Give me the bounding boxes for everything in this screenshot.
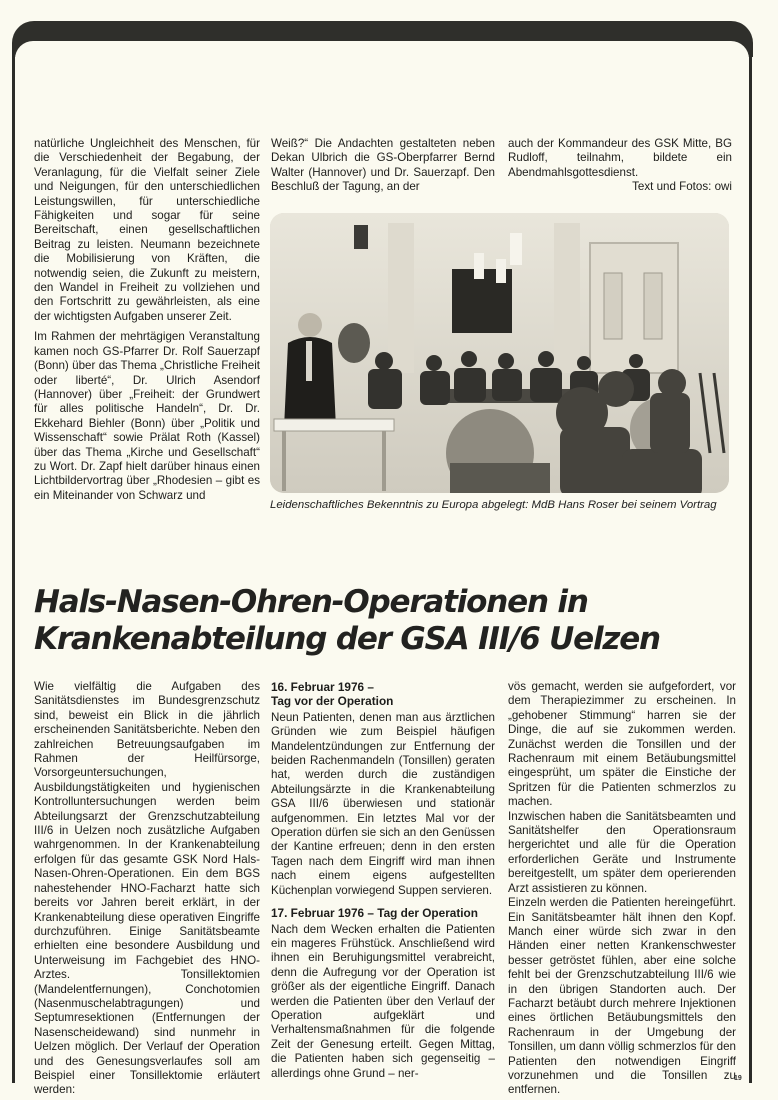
article-photo <box>270 213 729 493</box>
article-paragraph: vös gemacht, werden sie aufgefordert, vor dem Therapiezimmer zu erscheinen. In „gehobener Stimmung“ harren sie der Dinge, die auf sie zukommen werden. Zunächst werden die Tonsillen und der Rachenraum mit einem Betäubungsmittel eingesprüht, um später die Einstiche der Spritzen für die Patienten schmerzlos zu machen. <box>508 680 736 809</box>
page-frame-left-rule <box>12 50 15 1083</box>
page-number: 19 <box>734 1075 742 1082</box>
article-column-3 <box>508 680 736 1098</box>
article-headline <box>34 584 754 658</box>
page-frame-inner <box>15 41 749 71</box>
meeting-hall-photo-illustration <box>270 213 729 493</box>
article-column-1 <box>34 680 260 1098</box>
prev-article-column-3 <box>508 137 732 195</box>
section-body-day-before: Neun Patienten, denen man aus ärztlichen Gründen wie zum Beispiel häufigen Mandelentzündungen zur Entfernung der beiden Rachenmandeln (Tonsillen) geraten hat, werden durch die zuständigen Abteilungsärzte in die Krankenabteilung GSA III/6 überwiesen und stationär aufgenommen. Ein letztes Mal vor der Operation dürfen sie sich an den Genüssen der Kantine erfreuen; denn in den ersten Tagen nach dem Eingriff wird man ihnen nach einem eigens aufgestellten Küchenplan vorwiegend Suppen servieren. <box>271 710 495 897</box>
photo-caption: Leidenschaftliches Bekenntnis zu Europa abgelegt: MdB Hans Roser bei seinem Vortrag <box>270 499 717 511</box>
prev-article-paragraph: Im Rahmen der mehrtägigen Veranstaltung kamen noch GS-Pfarrer Dr. Rolf Sauerzapf (Bonn) über das Thema „Christliche Freiheit oder liberté“, Dr. Ulrich Asendorf (Hannover) über „Freiheit: der Grundwert für alles politische Handeln“, Dr. Dr. Ekkehard Biehler (Bonn) über „Politik und Wissenschaft“ sowie Prälat Roth (Kassel) über das Thema „Kirche und Gesellschaft“ zu Wort. Dr. Zapf hielt darüber hinaus einen Lichtbildervortrag über „Rhodesien – gibt es ein Miteinander von Schwarz und <box>34 330 260 502</box>
prev-article-paragraph: natürliche Ungleichheit des Menschen, für die Verschiedenheit der Begabung, der Veranlagung, für die Vielfalt seiner Ziele und Neigungen, für den unterschiedlichen Leistungswillen, für unterschiedliche Fähigkeiten und sogar für seine Bereitschaft, einen gesellschaftlichen Beitrag zu leisten. Neumann bezeichnete die Mobilisierung von Kräften, die notwendig seien, die Zukunft zu meistern, den Wandel in Freiheit zu vollziehen und den Fortschritt zu gewährleisten, als eine der wichtigsten Aufgaben unserer Zeit. <box>34 137 260 323</box>
page-frame-right-rule <box>749 50 752 1083</box>
prev-article-paragraph: auch der Kommandeur des GSK Mitte, BG Rudloff, teilnahm, bildete ein Abendmahlsgottesdienst. <box>508 137 732 179</box>
headline-line-1: Hals-Nasen-Ohren-Operationen in <box>34 584 588 620</box>
section-heading-day-of: 17. Februar 1976 – Tag der Operation <box>271 906 478 921</box>
section-heading-day-before <box>271 680 495 709</box>
article-paragraph: Einzeln werden die Patienten hereingeführt. Ein Sanitätsbeamter hält ihnen den Kopf. Manch einer würde sich zwar in den Händen einer netten Krankenschwester besser getröstet fühlen, aber eine solche fehlt bei der Grenzschutzabteilung III/6 wie in den übrigen Standorten auch. Der Facharzt betäubt durch mehrere Injektionen eines örtlichen Betäubungsmittels den Rachenraum in der Umgebung der Tonsillen, um dann völlig schmerzlos für den Patienten den notwendigen Eingriff vorzunehmen und die Tonsillen zu entfernen. <box>508 896 736 1097</box>
prev-article-column-1 <box>34 137 260 503</box>
article-column-2 <box>271 680 495 1081</box>
article-intro-paragraph: Wie vielfältig die Aufgaben des Sanitätsdienstes im Bundesgrenzschutz sind, beweist ein Blick in die jährlich erscheinenden Sanitätsberichte. Neben den zahlreichen Betreuungsaufgaben im Rahmen der Heilfürsorge, Vorsorgeuntersuchungen, Ausbildungstätigkeiten und hygienischen Kontrolluntersuchungen werden beim Abteilungsarzt der Grenzschutzabteilung III/6 in Uelzen noch zusätzliche Aufgaben wahrgenommen. In der Krankenabteilung erfolgen für das gesamte GSK Nord Hals-Nasen-Ohren-Operationen. Ein dem BGS nahestehender HNO-Facharzt hatte sich bereits vor Jahren bereit erklärt, in der Krankenabteilung diese operativen Eingriffe durchzuführen. Einige Sanitätsbeamte erhielten eine besondere Ausbildung und Unterweisung im Fachgebiet des HNO-Arztes. Tonsillektomien (Mandelentfernungen), Conchotomien (Nasenmuschelabtragungen) und Septumresektionen (Entfernungen der Nasenscheidewand) sind nunmehr in Uelzen möglich. Der Verlauf der Operation und des Genesungsverlaufes soll am Beispiel einer Tonsillektomie erläutert werden: <box>34 680 260 1097</box>
prev-article-column-2 <box>271 137 495 195</box>
section-body-day-of: Nach dem Wecken erhalten die Patienten ein mageres Frühstück. Anschließend wird ihnen ein Beruhigungsmittel verabreicht, denn die Aufregung vor der Operation ist größer als der eigentliche Eingriff. Danach werden die Patienten über den Verlauf der Operation aufgeklärt und Verhaltensmaßnahmen für die folgende Zeit der Genesung erteilt. Gegen Mittag, die Patienten haben sich gegenseitig – allerdings ohne Grund – ner- <box>271 922 495 1080</box>
headline-line-2: Krankenabteilung der GSA III/6 Uelzen <box>34 621 660 657</box>
prev-article-paragraph: Weiß?“ Die Andachten gestalteten neben Dekan Ulbrich die GS-Oberpfarrer Bernd Walter (Hannover) und Dr. Sauerzapf. Den Beschluß der Tagung, an der <box>271 137 495 194</box>
photo-credit: Text und Fotos: owi <box>632 180 732 194</box>
section-heading-date: 16. Februar 1976 – <box>271 680 374 694</box>
article-paragraph: Inzwischen haben die Sanitätsbeamten und Sanitätshelfer den Operationsraum hergerichtet und alle für die Operation erforderlichen Geräte und Instrumente bereitgestellt, um später dem operierenden Arzt assistieren zu können. <box>508 809 736 895</box>
section-heading-title: Tag vor der Operation <box>271 694 394 709</box>
